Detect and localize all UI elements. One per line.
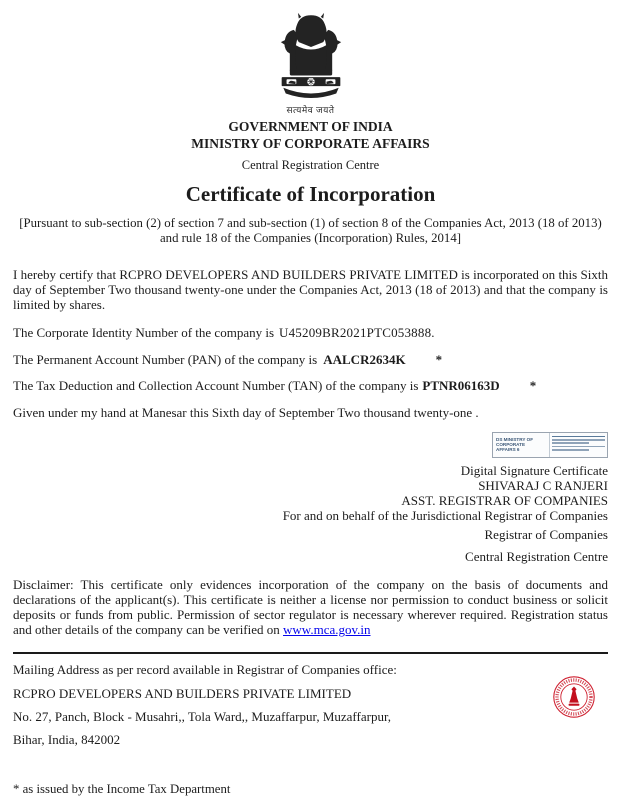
digital-signature-stamp <box>492 432 608 458</box>
tan-line <box>13 378 608 394</box>
given-under-hand-line: Given under my hand at Manesar this Sixth day of September Two thousand twenty-one . <box>13 404 479 420</box>
signature-line-centre: Central Registration Centre <box>465 548 608 564</box>
income-tax-footnote: * as issued by the Income Tax Department <box>13 781 231 796</box>
ministry-heading: MINISTRY OF CORPORATE AFFAIRS <box>191 136 430 151</box>
digital-signature-stamp-label: DS MINISTRY OF CORPORATE AFFAIRS 6 <box>496 436 534 453</box>
pursuant-clause: [Pursuant to sub-section (2) of section 7 and sub-section (1) of section 8 of the Companies Act, 2013 (18 of 2013) and rule 18 of the Companies (Incorporation) Rules, 2014] <box>19 216 602 245</box>
mailing-address-label: Mailing Address as per record available in Registrar of Companies office: <box>13 661 397 677</box>
mailing-address-line2: Bihar, India, 842002 <box>13 731 121 747</box>
signature-line-certificate: Digital Signature Certificate <box>460 462 608 478</box>
signature-block <box>13 432 608 564</box>
tan-label: The Tax Deduction and Collection Account Number (TAN) of the company is <box>13 377 419 393</box>
pan-asterisk: * <box>435 351 443 367</box>
mailing-address-line1: No. 27, Panch, Block - Musahri,, Tola Ward,, Muzaffarpur, Muzaffarpur, <box>13 708 392 724</box>
signature-line-registrar: Registrar of Companies <box>484 527 608 543</box>
pan-value: AALCR2634K <box>323 351 406 367</box>
mailing-company-name: RCPRO DEVELOPERS AND BUILDERS PRIVATE LIMITED <box>13 685 352 701</box>
tan-value: PTNR06163D <box>422 377 500 393</box>
cin-label: The Corporate Identity Number of the company is <box>13 324 275 340</box>
certificate-title: Certificate of Incorporation <box>185 182 436 206</box>
registrar-red-seal-icon <box>552 675 596 719</box>
signature-line-designation: ASST. REGISTRAR OF COMPANIES <box>401 493 608 509</box>
stamp-detail-line <box>552 446 605 448</box>
satyameva-jayate-motto: सत्यमेव जयते <box>286 105 335 115</box>
emblem-container <box>13 12 608 116</box>
government-heading: GOVERNMENT OF INDIA <box>228 119 393 134</box>
disclaimer-text: Disclaimer: This certificate only evidences incorporation of the company on the basis of documents and declarations of the applicant(s). This certificate is neither a license nor permission to conduct business or solicit deposits or funds from public. Permission of sector regulator is necessary wherever required. Registration status and other details of the company can be verified on <box>13 576 608 638</box>
stamp-detail-line <box>552 436 605 438</box>
signature-line-behalf: For and on behalf of the Jurisdictional Registrar of Companies <box>282 508 608 524</box>
mca-website-link[interactable]: www.mca.gov.in <box>283 622 371 638</box>
stamp-detail-line <box>552 439 605 441</box>
cin-value: U45209BR2021PTC053888. <box>279 324 435 340</box>
separator-line <box>13 652 608 654</box>
tan-asterisk: * <box>529 377 537 393</box>
stamp-detail-line <box>552 449 589 451</box>
certification-paragraph: I hereby certify that RCPRO DEVELOPERS AND BUILDERS PRIVATE LIMITED is incorporated on this Sixth day of September Two thousand twenty-one under the Companies Act, 2013 (18 of 2013) and that the company is limited by shares. <box>13 267 608 313</box>
ashoka-emblem-icon <box>270 12 352 100</box>
signature-line-name: SHIVARAJ C RANJERI <box>478 477 608 493</box>
pan-line <box>13 352 608 368</box>
pan-label: The Permanent Account Number (PAN) of the company is <box>13 351 318 367</box>
cin-line <box>13 325 608 341</box>
registration-centre-heading: Central Registration Centre <box>241 158 380 172</box>
digital-signature-stamp-details <box>549 433 607 457</box>
disclaimer-paragraph <box>13 577 608 638</box>
stamp-detail-line <box>552 442 589 444</box>
mailing-address-section <box>13 662 608 748</box>
